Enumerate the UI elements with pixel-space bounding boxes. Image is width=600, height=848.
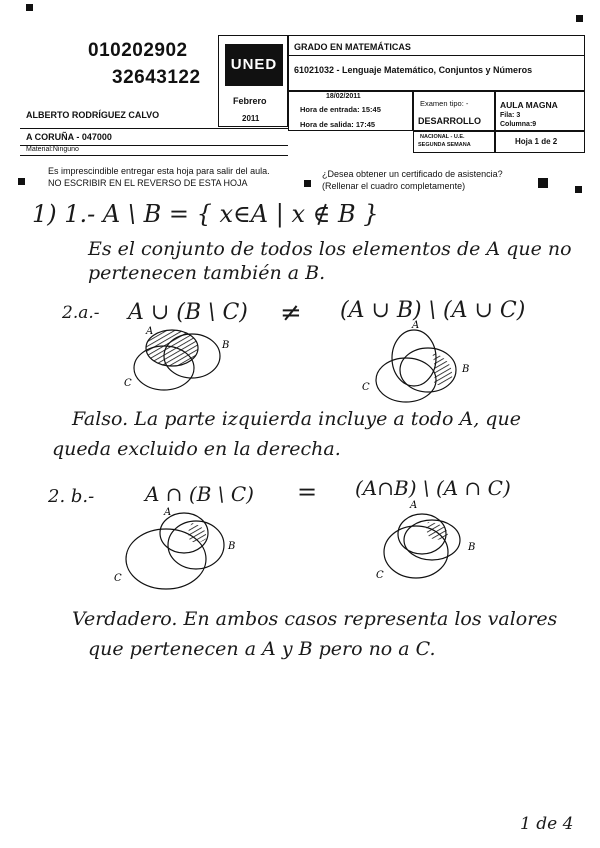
exam-date: 18/02/2011 [326,93,361,100]
venn-label-b: B [222,340,230,351]
venn-label-a: A [146,326,154,337]
venn-diagram-2a-left [120,320,240,400]
q1-text-line1: Es el conjunto de todos los elementos de A que no [88,238,572,260]
entry-time: Hora de entrada: 15:45 [300,105,381,114]
candidate-id-top: 010202902 [88,40,188,61]
q2b-left-expression: A ∩ (B \ C) [145,482,254,506]
notice-line1: Es imprescindible entregar esta hoja para salir del aula. [48,166,270,176]
course-title: 61021032 - Lenguaje Matemático, Conjuntos y Números [294,65,533,75]
registration-mark-mid-center [304,180,311,187]
registration-mark-top-left [26,4,33,11]
venn-diagram-2b-left [112,505,242,595]
venn-set-a [392,330,436,386]
venn-shaded-region [188,523,206,543]
q2a-right-expression: (A ∪ B) \ (A ∪ C) [340,298,526,323]
registration-mark-mid-right [575,186,582,193]
q2a-operator: ≠ [280,298,302,328]
venn-diagram-2b-right [370,500,490,590]
uned-logo [225,44,283,86]
degree-title: GRADO EN MATEMÁTICAS [294,42,411,52]
degree-divider [288,55,585,56]
notice-line2: NO ESCRIBIR EN EL REVERSO DE ESTA HOJA [48,178,248,188]
venn-shaded-region [426,522,448,540]
exit-time: Hora de salida: 17:45 [300,120,376,129]
session-line2: SEGUNDA SEMANA [418,142,471,148]
venn-label-a: A [410,500,418,511]
exam-type: DESARROLLO [418,116,481,126]
venn-diagram-2a-right [362,322,482,408]
registration-mark-mid-left [18,178,25,185]
exam-year: 2011 [242,114,260,123]
session-line1: NACIONAL - U.E. [420,134,465,140]
seat-column: Columna:9 [500,121,537,128]
q2a-text-line2: queda excluido en la derecha. [52,438,341,460]
venn-label-a: A [164,507,172,518]
q2b-operator: = [297,478,318,506]
q2a-label: 2.a.- [62,303,100,323]
venn-label-c: C [376,570,384,581]
center-label: A CORUÑA - 047000 [26,132,112,142]
venn-set-a [146,330,198,366]
candidate-id-bottom: 32643122 [112,67,201,88]
q2b-right-expression: (A∩B) \ (A ∩ C) [355,476,511,500]
header-line-bottom [20,155,288,156]
venn-label-a: A [412,320,420,331]
student-name: ALBERTO RODRÍGUEZ CALVO [26,110,160,120]
venn-shaded-region [432,352,452,385]
venn-label-c: C [124,378,132,389]
exam-type-label: Examen tipo: - [420,99,469,108]
room: AULA MAGNA [500,100,558,110]
venn-label-b: B [462,364,470,375]
certificate-note: (Rellenar el cuadro completamente) [322,181,466,191]
uned-logo-text: UNED [230,56,278,73]
page-footer: 1 de 4 [520,814,574,834]
venn-label-b: B [228,541,236,552]
material-label: Material:Ninguno [26,146,79,153]
venn-label-c: C [362,382,370,393]
q2b-label: 2. b.- [48,486,95,507]
sheet-number: Hoja 1 de 2 [515,137,558,146]
venn-label-c: C [114,573,122,584]
q1-definition: 1) 1.- A \ B = { x∈A | x ∉ B } [32,200,379,228]
q2b-text-line1: Verdadero. En ambos casos representa los valores [72,608,558,630]
exam-month: Febrero [233,96,267,106]
q1-text-line2: pertenecen también a B. [88,262,326,284]
seat-row: Fila: 3 [500,112,521,119]
registration-mark-cert-box [538,178,548,188]
certificate-question: ¿Desea obtener un certificado de asistencia? [322,169,503,179]
header-line-left-top [20,128,288,129]
venn-label-b: B [468,542,476,553]
q2b-text-line2: que pertenecen a A y B pero no a C. [88,638,436,660]
registration-mark-top-right [576,15,583,22]
q2a-text-line1: Falso. La parte izquierda incluye a todo A, que [72,408,521,430]
q2a-left-expression: A ∪ (B \ C) [128,300,248,325]
